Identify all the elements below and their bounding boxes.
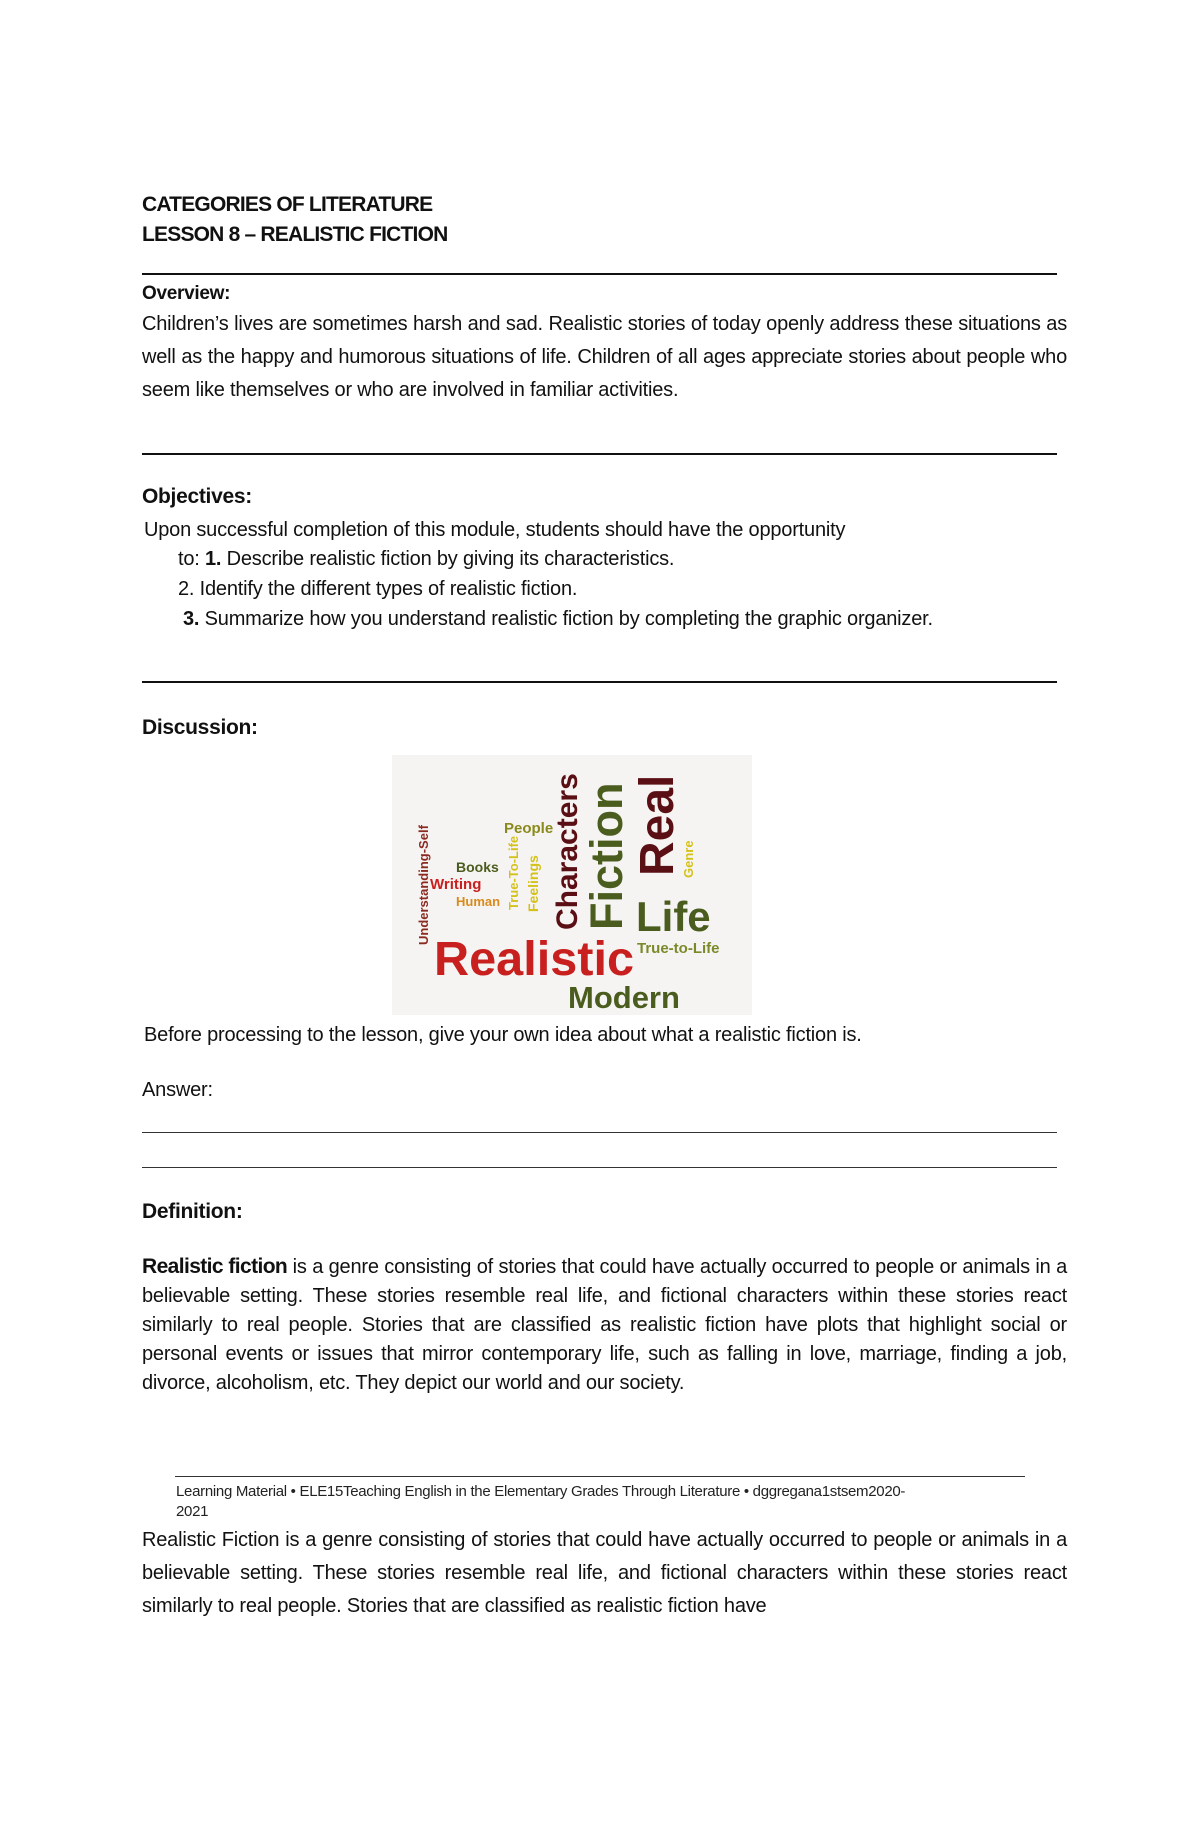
word-understanding-self: Understanding-Self [416,825,431,945]
objectives-heading: Objectives: [142,485,252,508]
answer-label: Answer: [142,1079,213,1101]
lesson-title: LESSON 8 – REALISTIC FICTION [142,223,448,246]
definition-heading: Definition: [142,1200,243,1223]
word-characters: Characters [551,773,584,930]
footer-line-2: 2021 [176,1503,209,1520]
answer-line[interactable] [142,1167,1057,1168]
objective-item-2 [178,574,1103,604]
definition-body: is a genre consisting of stories that could have actually occurred to people or animals in a believable setting. These stories resemble real life, and fictional characters within these stories react similarly to real people. Stories that are classified as realistic fiction have plots that highlight social or personal events or issues that mirror contemporary life, such as falling in love, marriage, finding a job, divorce, alcoholism, etc. They depict our world and our society. [142,1256,1067,1394]
continuation-text: Realistic Fiction is a genre consisting of stories that could have actually occurred to people or animals in a believable setting. These stories resemble real life, and fictional characters within these stories react similarly to real people. Stories that are classified as realistic fiction have [142,1529,1067,1617]
document-title: CATEGORIES OF LITERATURE [142,193,433,216]
word-feelings: Feelings [525,855,541,912]
objective-text: Summarize how you understand realistic fiction by completing the graphic organizer. [204,608,933,630]
word-life: Life [636,893,711,940]
word-books: Books [456,859,499,875]
objective-number: 3. [183,608,200,630]
definition-term: Realistic fiction [142,1255,288,1278]
word-genre: Genre [681,840,696,878]
discussion-prompt: Before processing to the lesson, give your own idea about what a realistic fiction is. [144,1024,862,1046]
divider [142,273,1057,275]
discussion-heading: Discussion: [142,716,258,739]
footer-line-1: Learning Material • ELE15Teaching English in the Elementary Grades Through Literature • dggregana1stsem2020- [176,1483,906,1500]
word-people: People [504,820,554,837]
word-human: Human [456,894,501,909]
objective-number: 2. [178,578,195,600]
word-fiction: Fiction [581,782,632,930]
divider [142,453,1057,455]
word-true-to-life: True-to-Life [637,940,720,957]
objectives-lead: to: [178,548,200,570]
word-real: Real [631,774,684,876]
objective-number: 1. [205,548,222,570]
objective-text: Describe realistic fiction by giving its characteristics. [226,548,675,570]
word-modern: Modern [568,980,680,1015]
overview-heading: Overview: [142,283,231,304]
word-writing: Writing [430,876,482,893]
word-cloud-image [392,755,752,1015]
objective-item-3 [183,604,1108,634]
word-realistic: Realistic [434,933,634,986]
footer-divider [175,1476,1025,1477]
word-true-to-life-vertical: True-To-Life [506,835,521,910]
answer-line[interactable] [142,1132,1057,1133]
objectives-intro: Upon successful completion of this module, students should have the opportunity [144,519,846,541]
objective-item-1 [178,544,1103,574]
objective-text: Identify the different types of realistic fiction. [199,578,578,600]
definition-text [142,1252,1067,1398]
divider [142,681,1057,683]
overview-text: Children’s lives are sometimes harsh and sad. Realistic stories of today openly address these situations as well as the happy and humorous situations of life. Children of all ages appreciate stories about people who seem like themselves or who are involved in familiar activities. [142,313,1067,401]
